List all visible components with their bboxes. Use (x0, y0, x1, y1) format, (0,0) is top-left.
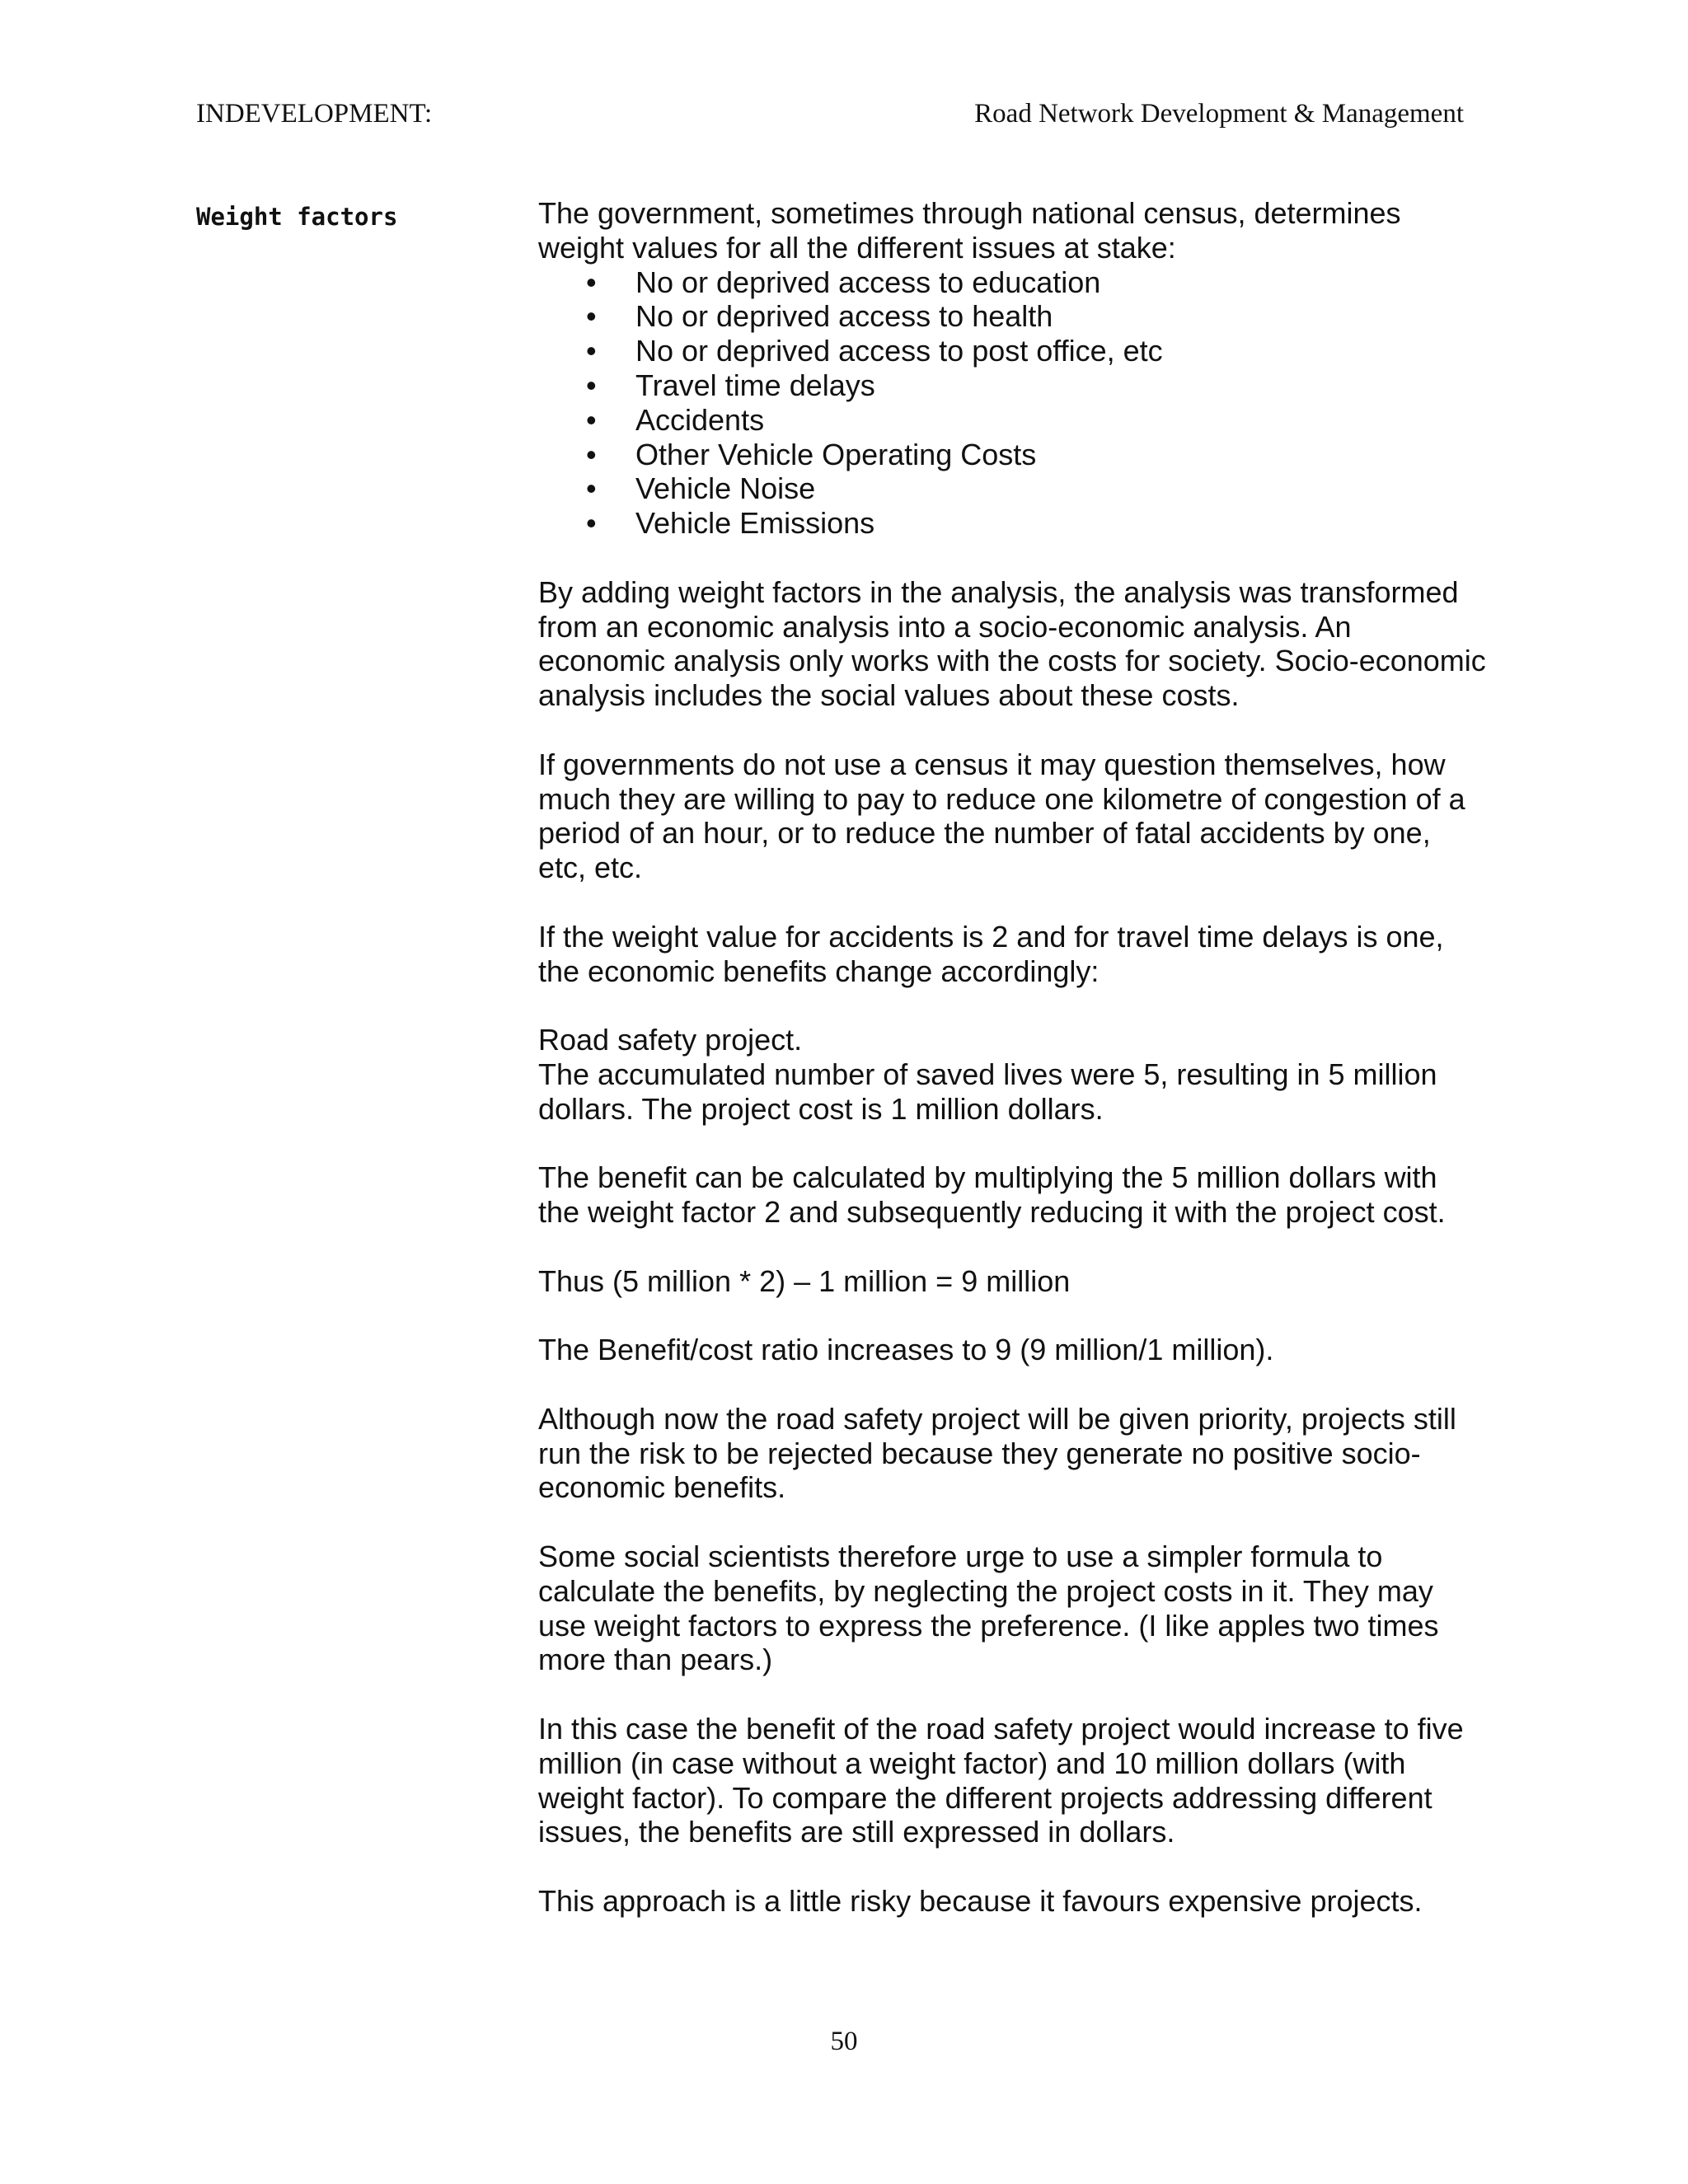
bullet-icon: • (586, 265, 597, 299)
bullet-icon: • (586, 334, 597, 368)
list-item-text: No or deprived access to education (635, 265, 1101, 299)
list-item (538, 471, 1486, 506)
paragraph-weight-transform: By adding weight factors in the analysis, the analysis was transformed from an economic analysis into a socio-economic analysis. An economic analysis only works with the costs for society. Socio-economic analysis includes the social values about these costs. (538, 574, 1486, 713)
paragraph-benefit-calculation: The benefit can be calculated by multiplying the 5 million dollars with the weight factor 2 and subsequently reducing it with the project cost. (538, 1160, 1446, 1230)
list-item-text: Travel time delays (635, 368, 875, 402)
list-item-text: Other Vehicle Operating Costs (635, 437, 1037, 471)
list-item-text: Vehicle Emissions (635, 506, 875, 541)
bullet-list (538, 265, 1486, 541)
bullet-icon: • (586, 471, 597, 506)
list-item-text: No or deprived access to health (635, 299, 1053, 334)
list-item (538, 506, 1486, 541)
paragraph-census: If governments do not use a census it may question themselves, how much they are willing to pay to reduce one kilometre of congestion of a period of an hour, or to reduce the number of fatal accidents by one, etc, etc. (538, 747, 1465, 885)
list-item (538, 334, 1486, 368)
bullet-icon: • (586, 299, 597, 334)
section-label: Weight factors (196, 203, 398, 231)
bullet-icon: • (586, 402, 597, 437)
paragraph-benefit-increase: In this case the benefit of the road safety project would increase to five million (in case without a weight factor) and 10 million dollars (with weight factor). To compare the different projects addressing different issues, the benefits are still expressed in dollars. (538, 1712, 1464, 1849)
list-item-text: No or deprived access to post office, etc (635, 334, 1163, 368)
paragraph-weight-values: If the weight value for accidents is 2 and for travel time delays is one, the economic benefits change accordingly: (538, 919, 1444, 988)
list-item-text: Accidents (635, 402, 765, 437)
bullet-icon: • (586, 506, 597, 541)
paragraph-ratio: The Benefit/cost ratio increases to 9 (9 million/1 million). (538, 1333, 1274, 1367)
list-item (538, 265, 1486, 300)
running-header-right: Road Network Development & Management (974, 99, 1464, 129)
paragraph-risk: This approach is a little risky because it favours expensive projects. (538, 1884, 1423, 1919)
bullet-icon: • (586, 368, 597, 402)
body-text (538, 196, 1486, 1953)
list-item-text: Vehicle Noise (635, 471, 816, 506)
paragraph-priority: Although now the road safety project will be given priority, projects still run the risk to be rejected because they generate no positive socio-economic benefits. (538, 1401, 1456, 1505)
paragraph-saved-lives: The accumulated number of saved lives were 5, resulting in 5 million dollars. The project cost is 1 million dollars. (538, 1057, 1437, 1126)
list-item (538, 438, 1486, 472)
paragraph-formula: Thus (5 million * 2) – 1 million = 9 million (538, 1263, 1071, 1298)
running-header-left: INDEVELOPMENT: (196, 99, 433, 129)
list-item (538, 368, 1486, 403)
paragraph-project-title: Road safety project. (538, 1023, 803, 1057)
bullet-icon: • (586, 437, 597, 471)
list-item (538, 299, 1486, 334)
page-number: 50 (830, 2027, 858, 2056)
paragraph-simpler-formula: Some social scientists therefore urge to use a simpler formula to calculate the benefits, by neglecting the project costs in it. They may use weight factors to express the preference. (I like apples two times more than pears.) (538, 1540, 1439, 1677)
intro-paragraph: The government, sometimes through national census, determines weight values for all the different issues at stake: (538, 196, 1401, 265)
list-item (538, 403, 1486, 438)
